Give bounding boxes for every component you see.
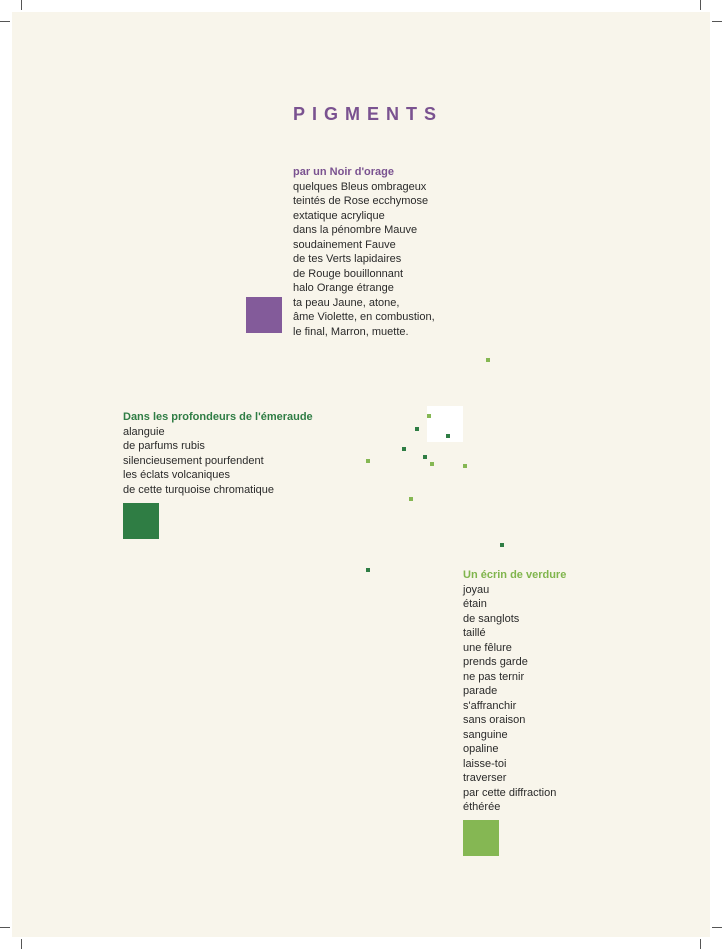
poem-emeraude: [123, 410, 313, 497]
poem-line: alanguie: [123, 425, 165, 438]
poem-line: soudainement Fauve: [293, 238, 396, 251]
poem-line: étain: [463, 598, 487, 610]
poem-verdure: [463, 568, 566, 815]
poem-line: de tes Verts lapidaires: [293, 253, 402, 265]
crop-mark: [712, 927, 722, 928]
dark-green-dot: [366, 568, 370, 572]
poem-line: extatique acrylique: [293, 209, 385, 222]
poem-line: sanguine: [463, 728, 508, 741]
crop-mark: [21, 0, 22, 10]
light-green-dot: [463, 464, 467, 468]
poem-line: dans la pénombre Mauve: [293, 224, 418, 236]
page-title: PIGMENTS: [293, 104, 444, 124]
poem-line: de cette turquoise chromatique: [123, 483, 275, 496]
poem-line: éthérée: [463, 801, 501, 813]
dark-green-dot: [500, 543, 504, 547]
light-green-dot: [430, 462, 434, 466]
poem-line: âme Violette, en combustion,: [293, 311, 435, 323]
emerald-swatch: [123, 503, 159, 539]
poem-line: ne pas ternir: [463, 670, 525, 683]
poem-heading: Dans les profondeurs de l'émeraude: [123, 411, 313, 423]
poem-line: de Rouge bouillonnant: [293, 267, 404, 280]
crop-mark: [0, 21, 10, 22]
poem-line: les éclats volcaniques: [123, 469, 231, 481]
light-green-dot: [427, 414, 431, 418]
crop-mark: [700, 939, 701, 949]
poem-line: opaline: [463, 743, 499, 755]
poem-line: par cette diffraction: [463, 786, 557, 799]
verdure-swatch: [463, 820, 499, 856]
dark-green-dot: [446, 434, 450, 438]
poem-line: de parfums rubis: [123, 440, 205, 452]
crop-mark: [700, 0, 701, 10]
light-green-dot: [366, 459, 370, 463]
crop-mark: [0, 927, 10, 928]
poem-noir: [293, 165, 435, 339]
light-green-dot: [486, 358, 490, 362]
crop-mark: [21, 939, 22, 949]
poem-line: silencieusement pourfendent: [123, 454, 264, 467]
poem-line: sans oraison: [463, 714, 526, 726]
light-green-dot: [409, 497, 413, 501]
poem-heading: par un Noir d'orage: [293, 166, 395, 178]
white-fragment: [427, 406, 463, 442]
poem-line: teintés de Rose ecchymose: [293, 195, 429, 207]
violet-swatch: [246, 297, 282, 333]
poem-line: une fêlure: [463, 641, 512, 654]
poem-line: joyau: [463, 583, 490, 596]
poem-line: taillé: [463, 627, 486, 639]
poem-line: de sanglots: [463, 612, 520, 625]
dark-green-dot: [415, 427, 419, 431]
poem-line: parade: [463, 685, 498, 697]
poem-line: halo Orange étrange: [293, 282, 394, 294]
poem-heading: Un écrin de verdure: [463, 569, 567, 581]
page-sheet: [12, 12, 710, 937]
poem-line: ta peau Jaune, atone,: [293, 296, 400, 309]
poem-line: le final, Marron, muette.: [293, 325, 409, 338]
poem-line: quelques Bleus ombrageux: [293, 180, 427, 193]
dark-green-dot: [423, 455, 427, 459]
poem-line: laisse-toi: [463, 757, 507, 770]
poem-line: prends garde: [463, 656, 528, 668]
dark-green-dot: [402, 447, 406, 451]
poem-line: s'affranchir: [463, 699, 517, 712]
crop-mark: [712, 21, 722, 22]
poem-line: traverser: [463, 772, 507, 784]
